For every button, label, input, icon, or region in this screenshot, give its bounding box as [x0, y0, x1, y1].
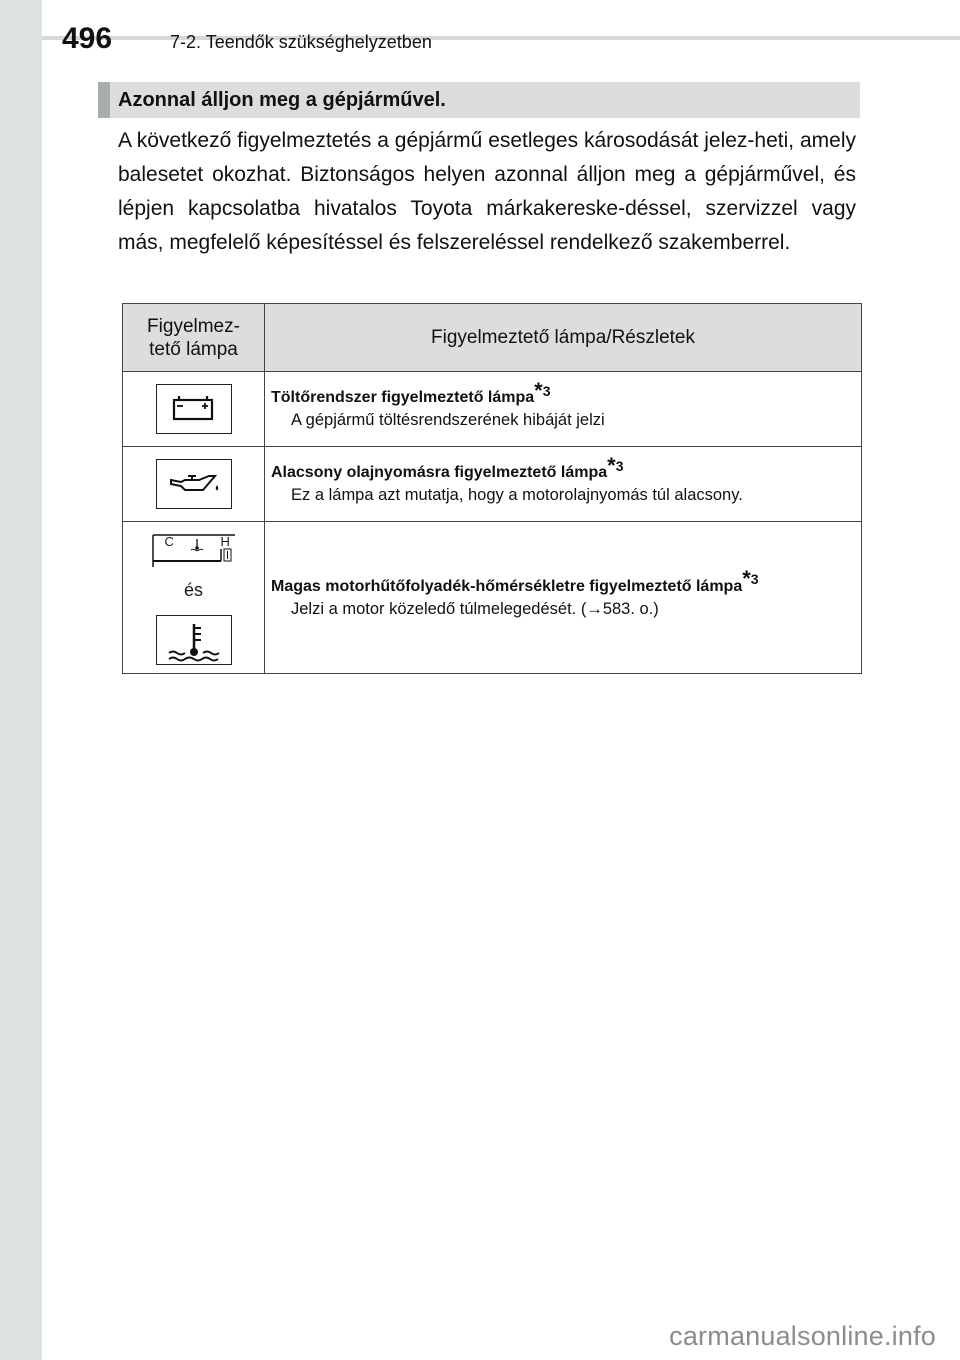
warning-lamp-table [122, 303, 862, 674]
page-margin-strip [0, 0, 42, 1360]
lamp-title: Alacsony olajnyomásra figyelmeztető lámpa [271, 464, 608, 481]
site-watermark: carmanualsonline.info [669, 1321, 936, 1351]
lamp-cell [123, 522, 265, 674]
footnote-mark: *3 [534, 377, 551, 403]
coolant-temperature-icon [156, 615, 232, 665]
footnote-mark: *3 [607, 452, 624, 478]
chapter-title: 7-2. Teendők szükséghelyzetben [170, 32, 432, 52]
lamp-description: Ez a lámpa azt mutatja, hogy a motorolajnyomás túl alacsony. [291, 486, 743, 504]
table-row [123, 522, 862, 674]
section-heading: Azonnal álljon meg a gépjárművel. [98, 82, 860, 118]
lamp-cell [123, 372, 265, 447]
details-cell [265, 372, 862, 447]
lamp-cell [123, 447, 265, 522]
page-number: 496 [62, 22, 113, 55]
and-label: és [183, 579, 203, 600]
lamp-column-header: Figyelmez-tető lámpa [123, 304, 265, 372]
gauge-cold-label: C [164, 533, 174, 549]
lamp-title: Töltőrendszer figyelmeztető lámpa [271, 389, 535, 406]
table-header-row [123, 304, 862, 372]
lamp-description: Jelzi a motor közeledő túlmelegedését. (→583. o.) [291, 599, 659, 618]
oil-can-icon [156, 459, 232, 509]
lamp-title: Magas motorhűtőfolyadék-hőmérsékletre figyelmeztető lámpa [271, 577, 743, 595]
temperature-gauge-icon [151, 531, 237, 569]
details-cell [265, 522, 862, 674]
intro-paragraph: A következő figyelmeztetés a gépjármű esetleges károsodását jelez-heti, amely balesetet okozhat. Biztonságos helyen azonnal álljon meg a gépjárművel, és lépjen kapcsolatba hivatalos Toyota márkakereske-déssel, szervizzel vagy más, megfelelő képesítéssel és felszereléssel rendelkező szakemberrel. [118, 129, 856, 254]
details-cell [265, 447, 862, 522]
details-column-header: Figyelmeztető lámpa/Részletek [265, 304, 862, 372]
table-row [123, 372, 862, 447]
gauge-hot-label: H [220, 533, 230, 549]
lamp-description: A gépjármű töltésrendszerének hibáját jelzi [291, 411, 605, 429]
table-row [123, 447, 862, 522]
battery-icon [156, 384, 232, 434]
footnote-mark: *3 [742, 566, 759, 592]
